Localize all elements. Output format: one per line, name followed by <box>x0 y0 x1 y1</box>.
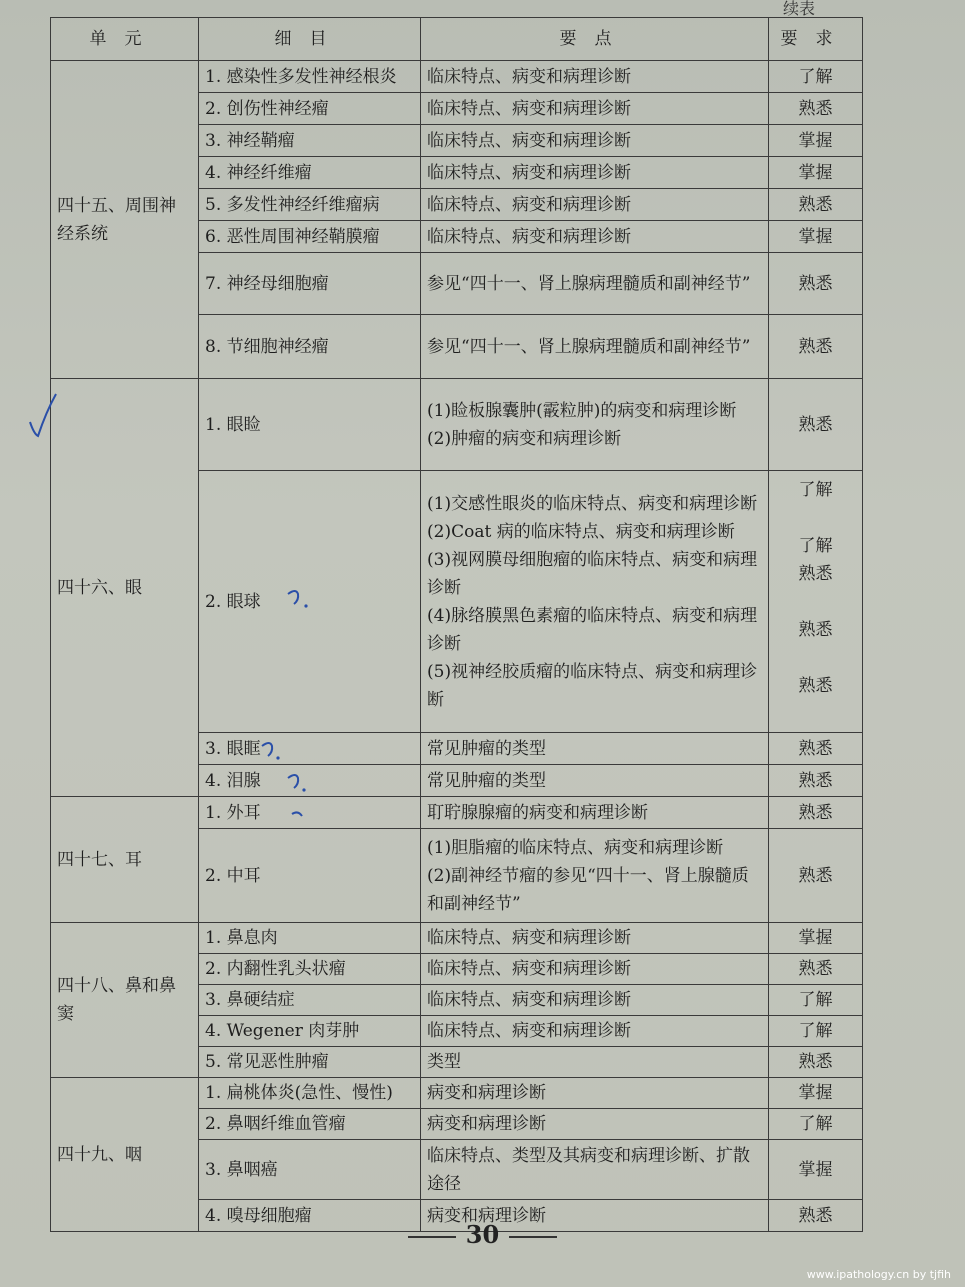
watermark-text: www.ipathology.cn by tjfih <box>806 1268 951 1281</box>
requirement-cell: 熟悉 <box>769 1200 863 1232</box>
question-mark-icon <box>260 740 286 762</box>
points-cell: 临床特点、病变和病理诊断 <box>421 93 769 125</box>
requirement-cell: 了解 <box>769 61 863 93</box>
item-cell: 2. 眼球 <box>199 471 421 733</box>
divider <box>509 1236 557 1238</box>
point-line: (2)副神经节瘤的参见“四十一、肾上腺髓质和副神经节” <box>427 865 749 914</box>
requirement-item: 熟悉 <box>798 563 833 584</box>
header-unit: 单元 <box>51 18 199 61</box>
item-cell: 1. 外耳 <box>199 797 421 829</box>
point-line: (5)视神经胶质瘤的临床特点、病变和病理诊断 <box>427 661 758 710</box>
table-row <box>51 797 863 829</box>
item-cell: 6. 恶性周围神经鞘膜瘤 <box>199 221 421 253</box>
requirement-cell: 熟悉 <box>769 253 863 315</box>
item-cell: 4. Wegener 肉芽肿 <box>199 1016 421 1047</box>
requirement-cell: 熟悉 <box>769 765 863 797</box>
item-cell: 3. 鼻咽癌 <box>199 1140 421 1200</box>
page-number <box>0 1220 965 1249</box>
point-line: (4)脉络膜黑色素瘤的临床特点、病变和病理诊断 <box>427 605 758 654</box>
item-cell: 4. 嗅母细胞瘤 <box>199 1200 421 1232</box>
points-cell <box>421 471 769 733</box>
item-cell: 2. 鼻咽纤维血管瘤 <box>199 1109 421 1140</box>
points-cell <box>421 829 769 923</box>
points-cell: 病变和病理诊断 <box>421 1200 769 1232</box>
unit-cell: 四十九、咽 <box>51 1078 199 1232</box>
table-row <box>51 61 863 93</box>
item-cell: 1. 扁桃体炎(急性、慢性) <box>199 1078 421 1109</box>
requirement-cell: 熟悉 <box>769 829 863 923</box>
table-row <box>51 923 863 954</box>
points-cell: 常见肿瘤的类型 <box>421 765 769 797</box>
unit-cell: 四十七、耳 <box>51 797 199 923</box>
ink-tick-icon <box>290 806 310 822</box>
requirement-cell: 熟悉 <box>769 797 863 829</box>
item-cell: 1. 鼻息肉 <box>199 923 421 954</box>
item-cell: 5. 常见恶性肿瘤 <box>199 1047 421 1078</box>
points-cell: 耵聍腺腺瘤的病变和病理诊断 <box>421 797 769 829</box>
requirement-cell: 熟悉 <box>769 93 863 125</box>
item-cell: 2. 中耳 <box>199 829 421 923</box>
table-header-row <box>51 18 863 61</box>
requirement-cell: 掌握 <box>769 923 863 954</box>
continued-label: 续表 <box>782 0 815 18</box>
requirement-cell: 了解 <box>769 1016 863 1047</box>
requirement-item: 了解 <box>798 479 833 500</box>
requirement-cell: 熟悉 <box>769 379 863 471</box>
points-cell: 临床特点、病变和病理诊断 <box>421 61 769 93</box>
unit-cell: 四十五、周围神经系统 <box>51 61 199 379</box>
requirement-cell: 掌握 <box>769 1140 863 1200</box>
points-cell: 临床特点、病变和病理诊断 <box>421 125 769 157</box>
points-cell: 类型 <box>421 1047 769 1078</box>
item-cell: 2. 内翻性乳头状瘤 <box>199 954 421 985</box>
item-cell: 3. 神经鞘瘤 <box>199 125 421 157</box>
question-mark-icon <box>286 772 312 794</box>
points-cell: 病变和病理诊断 <box>421 1109 769 1140</box>
requirement-cell: 熟悉 <box>769 954 863 985</box>
requirement-item: 了解 <box>798 535 833 556</box>
header-points: 要点 <box>421 18 769 61</box>
point-line: (3)视网膜母细胞瘤的临床特点、病变和病理诊断 <box>427 549 758 598</box>
item-cell: 5. 多发性神经纤维瘤病 <box>199 189 421 221</box>
points-cell: 参见“四十一、肾上腺病理髓质和副神经节” <box>421 315 769 379</box>
requirement-cell: 熟悉 <box>769 1047 863 1078</box>
points-cell: 临床特点、病变和病理诊断 <box>421 923 769 954</box>
table-row <box>51 379 863 471</box>
requirement-cell <box>769 471 863 733</box>
header-item: 细目 <box>199 18 421 61</box>
requirement-item: 熟悉 <box>798 675 833 696</box>
requirement-cell: 熟悉 <box>769 315 863 379</box>
requirement-item: 熟悉 <box>798 619 833 640</box>
unit-cell: 四十八、鼻和鼻窦 <box>51 923 199 1078</box>
item-cell: 3. 鼻硬结症 <box>199 985 421 1016</box>
point-line: (2)Coat 病的临床特点、病变和病理诊断 <box>427 521 735 542</box>
item-cell: 7. 神经母细胞瘤 <box>199 253 421 315</box>
requirement-cell: 掌握 <box>769 157 863 189</box>
page-number-text: 30 <box>465 1220 500 1249</box>
item-cell: 4. 泪腺 <box>199 765 421 797</box>
item-cell: 1. 眼睑 <box>199 379 421 471</box>
header-requirement: 要求 <box>769 18 863 61</box>
requirement-cell: 了解 <box>769 1109 863 1140</box>
point-line: (1)睑板腺囊肿(霰粒肿)的病变和病理诊断 <box>427 400 737 421</box>
point-line: (2)肿瘤的病变和病理诊断 <box>427 428 622 449</box>
point-line: (1)胆脂瘤的临床特点、病变和病理诊断 <box>427 837 724 858</box>
handwritten-check-icon <box>28 392 58 440</box>
requirement-cell: 了解 <box>769 985 863 1016</box>
item-cell: 2. 创伤性神经瘤 <box>199 93 421 125</box>
divider <box>408 1236 456 1238</box>
points-cell: 临床特点、类型及其病变和病理诊断、扩散途径 <box>421 1140 769 1200</box>
points-cell: 临床特点、病变和病理诊断 <box>421 1016 769 1047</box>
points-cell: 临床特点、病变和病理诊断 <box>421 954 769 985</box>
requirement-cell: 掌握 <box>769 125 863 157</box>
item-cell: 3. 眼眶 <box>199 733 421 765</box>
points-cell: 临床特点、病变和病理诊断 <box>421 985 769 1016</box>
syllabus-table <box>50 17 863 1232</box>
requirement-cell: 掌握 <box>769 1078 863 1109</box>
item-cell: 4. 神经纤维瘤 <box>199 157 421 189</box>
points-cell: 病变和病理诊断 <box>421 1078 769 1109</box>
requirement-cell: 熟悉 <box>769 189 863 221</box>
table-row <box>51 1078 863 1109</box>
question-mark-icon <box>286 588 312 610</box>
requirement-cell: 熟悉 <box>769 733 863 765</box>
requirement-cell: 掌握 <box>769 221 863 253</box>
item-cell: 8. 节细胞神经瘤 <box>199 315 421 379</box>
points-cell: 临床特点、病变和病理诊断 <box>421 157 769 189</box>
points-cell: 临床特点、病变和病理诊断 <box>421 221 769 253</box>
unit-cell: 四十六、眼 <box>51 379 199 797</box>
item-cell: 1. 感染性多发性神经根炎 <box>199 61 421 93</box>
point-line: (1)交感性眼炎的临床特点、病变和病理诊断 <box>427 493 758 514</box>
points-cell: 临床特点、病变和病理诊断 <box>421 189 769 221</box>
points-cell: 常见肿瘤的类型 <box>421 733 769 765</box>
points-cell <box>421 379 769 471</box>
points-cell: 参见“四十一、肾上腺病理髓质和副神经节” <box>421 253 769 315</box>
